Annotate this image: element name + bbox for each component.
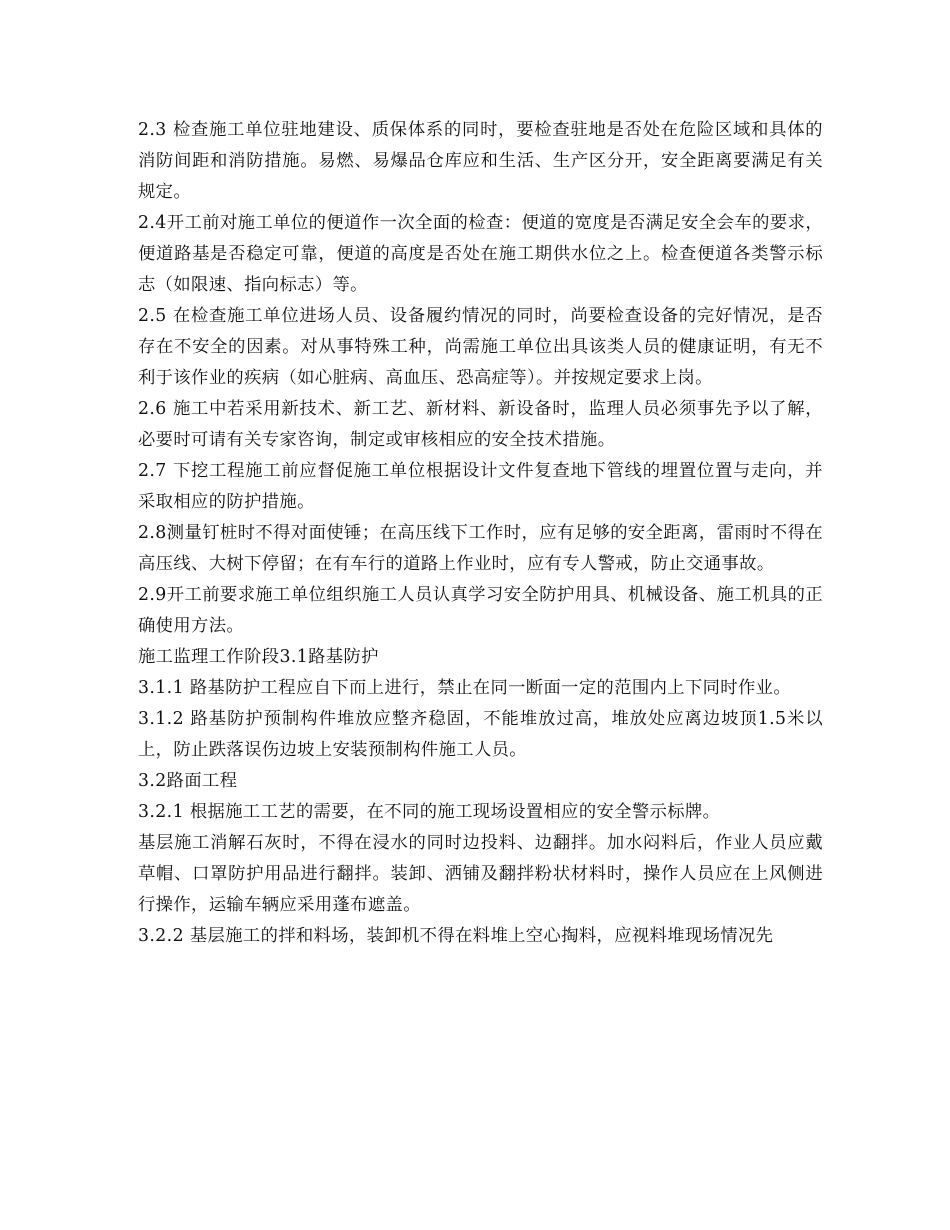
- paragraph-base-lime: 基层施工消解石灰时，不得在浸水的同时边投料、边翻拌。加水闷料后，作业人员应戴草帽、口罩防护用品进行翻拌。装卸、洒铺及翻拌粉状材料时，操作人员应在上风侧进行操作，运输车辆应采用蓬布遮盖。: [138, 833, 823, 915]
- paragraph-3-2-1: 3.2.1 根据施工工艺的需要，在不同的施工现场设置相应的安全警示标牌。: [138, 802, 721, 822]
- paragraph-2-7: 2.7 下挖工程施工前应督促施工单位根据设计文件复查地下管线的埋置位置与走向，并采取相应的防护措施。: [138, 461, 823, 512]
- paragraph-3-1-1: 3.1.1 路基防护工程应自下而上进行，禁止在同一断面一定的范围内上下同时作业。: [138, 678, 792, 698]
- document-body: [138, 115, 823, 952]
- paragraph-2-9: 2.9开工前要求施工单位组织施工人员认真学习安全防护用具、机械设备、施工机具的正确使用方法。: [138, 585, 823, 636]
- section-heading-3-2: 3.2路面工程: [138, 771, 238, 791]
- paragraph-2-8: 2.8测量钉桩时不得对面使锤；在高压线下工作时，应有足够的安全距离，雷雨时不得在高压线、大树下停留；在有车行的道路上作业时，应有专人警戒，防止交通事故。: [138, 523, 823, 574]
- paragraph-2-6: 2.6 施工中若采用新技术、新工艺、新材料、新设备时，监理人员必须事先予以了解，必要时可请有关专家咨询，制定或审核相应的安全技术措施。: [138, 399, 823, 450]
- paragraph-3-1-2: 3.1.2 路基防护预制构件堆放应整齐稳固，不能堆放过高，堆放处应离边坡顶1.5米以上，防止跌落误伤边坡上安装预制构件施工人员。: [138, 709, 823, 760]
- paragraph-2-3: 2.3 检查施工单位驻地建设、质保体系的同时，要检查驻地是否处在危险区域和具体的消防间距和消防措施。易燃、易爆品仓库应和生活、生产区分开，安全距离要满足有关规定。: [138, 120, 823, 202]
- paragraph-2-5: 2.5 在检查施工单位进场人员、设备履约情况的同时，尚要检查设备的完好情况，是否存在不安全的因素。对从事特殊工种，尚需施工单位出具该类人员的健康证明，有无不利于该作业的疾病（如心脏病、高血压、恐高症等）。并按规定要求上岗。: [138, 306, 823, 388]
- paragraph-3-2-2: 3.2.2 基层施工的拌和料场，装卸机不得在料堆上空心掏料，应视料堆现场情况先: [138, 926, 774, 946]
- paragraph-2-4: 2.4开工前对施工单位的便道作一次全面的检查：便道的宽度是否满足安全会车的要求，便道路基是否稳定可靠，便道的高度是否处在施工期供水位之上。检查便道各类警示标志（如限速、指向标志）等。: [138, 213, 823, 295]
- section-heading-3-1: 施工监理工作阶段3.1路基防护: [138, 647, 379, 667]
